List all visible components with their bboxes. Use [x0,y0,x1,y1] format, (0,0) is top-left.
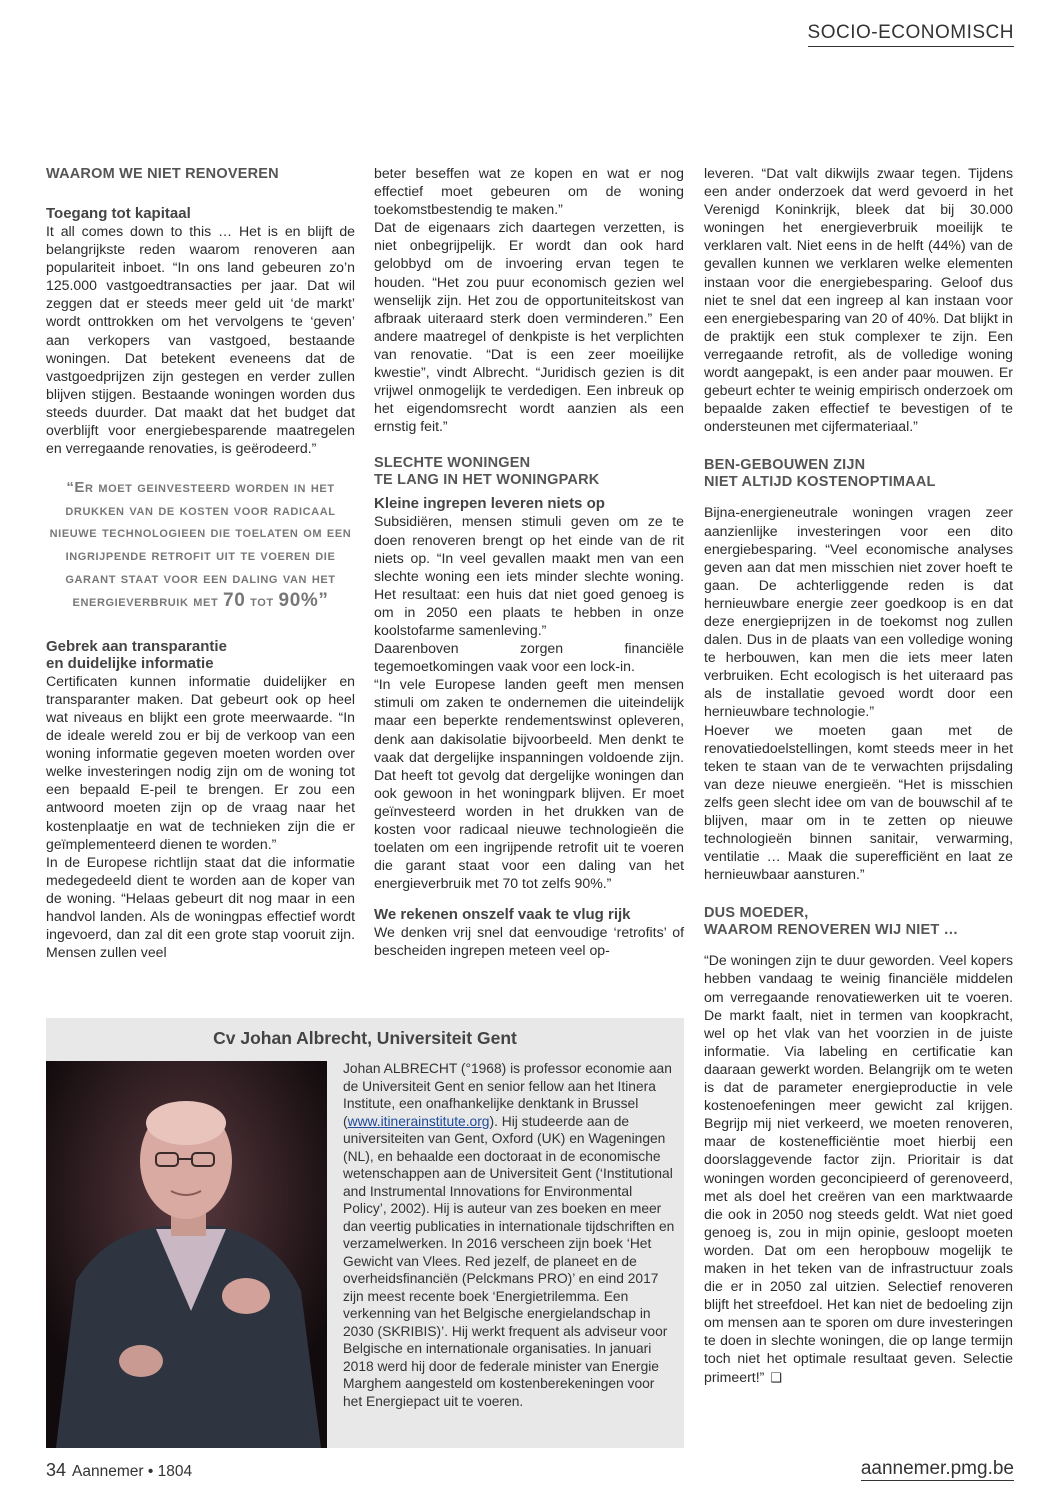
subheading-vlug-rijk: We rekenen onszelf vaak te vlug rijk [374,906,631,924]
paragraph [704,951,1013,1386]
pull-quote-number: 90%” [278,590,329,612]
heading-slechte-woningen: SLECHTE WONINGEN [374,455,531,472]
paragraph: Certificaten kunnen informatie duidelijker en transparanter maken. Dat gebeurt ook op heel wat niveaus en blijkt een grote meerwaarde. “In de ideale wereld zou er bij de verkoop van een woning informatie gegeven moeten worden over welke investeringen nodig zijn om de woning tot een bepaald E-peil te brengen. Er zou een antwoord moeten zijn op de vraag naar het kostenplaatje en wat de technieken zijn die er geïmplementeerd dienen te worden.” [46,672,355,852]
section-label: SOCIO-ECONOMISCH [808,22,1014,47]
paragraph: It all comes down to this … Het is en blijft de belangrijkste reden waarom renoveren aan populariteit inboet. “In ons land gebeuren zo’n 125.000 vastgoedtransacties per jaar. Dat wil zeggen dat er steeds meer geld uit ‘de markt’ wordt onttrokken om het vervolgens te ‘geven’ aan verkopers van vastgoed, bestaande woningen. Dat betekent eveneens dat de vastgoedprijzen zijn gestegen en verder zullen blijven stijgen. Bestaande woningen worden dus steeds duurder. Dat maakt dat het budget dat overblijft voor energiebesparende maatregelen en verregaande renovaties, is geërodeerd.” [46,223,355,457]
paragraph: Subsidiëren, mensen stimuli geven om ze te doen renoveren brengt op het einde van de rit niets op. “In veel gevallen maakt men van een slechte woning een iets minder slechte woning. Het resultaat: een huis dat niet goed genoeg is om in 2050 een plaats te hebben in onze koolstofarme samenleving.” [374,513,684,638]
pull-quote-number: 70 [223,590,246,612]
column-2 [374,164,684,960]
cv-title: Cv Johan Albrecht, Universiteit Gent [213,1028,517,1048]
heading-dus-moeder: WAAROM RENOVEREN WIJ NIET … [704,922,959,939]
subheading-kleine-ingrepen: Kleine ingrepen leveren niets op [374,495,605,513]
portrait-illustration [46,1061,327,1448]
heading-ben-gebouwen: NIET ALTIJD KOSTENOPTIMAAL [704,474,936,491]
heading-ben-gebouwen: BEN-GEBOUWEN ZIJN [704,457,866,474]
subheading-toegang: Toegang tot kapitaal [46,205,191,222]
paragraph: leveren. “Dat valt dikwijls zwaar tegen. Tijdens een ander onderzoek dat werd gevoerd in het Verenigd Koninkrijk, bleek dat bij 30.000 woningen het energieverbruik moeilijk te verklaren valt. Niet eens in de helft (44%) van de gevallen kunnen we verklaren welke elementen instaan voor die energiebesparing. Geloof dus niet te snel dat een ingreep al kan instaan voor een energiebesparing van 20 of 40%. Dat blijkt in de praktijk een stuk complexer te zijn. Een verregaande retrofit, als de volledige woning wordt aangepakt, is een ander paar mouwen. Er gebeurt echter te weinig empirisch onderzoek om bepaalde zaken effectief te bevestigen of te ondersteunen met cijfermateriaal.” [704,165,1013,435]
column-3 [704,164,1013,1387]
footer-website-link[interactable]: aannemer.pmg.be [860,1458,1014,1479]
heading-slechte-woningen: TE LANG IN HET WONINGPARK [374,472,600,489]
paragraph: Hoever we moeten gaan met de renovatiedoelstellingen, komt steeds meer in het teken te staan van de te verwachten prijsdaling van deze nieuwe energieën. “Het is misschien zelfs geen slecht idee om van de bouwschil af te blijven, maar om in te zetten op nieuwe technologieën binnen sanitair, verwarming, ventilatie … Maak die superefficiënt en laat ze hernieuwbaar aansturen.” [704,721,1013,883]
itinera-link[interactable]: www.itinerainstitute.org [347,1113,490,1129]
paragraph-text: “De woningen zijn te duur geworden. Veel kopers hebben vandaag te weinig financiële middelen om verregaande renovatiewerken uit te voeren. De markt faalt, niet in termen van koopkracht, wel op het vlak van het voorzien in de juiste informatie. Via labeling en certificatie kan daaraan gewerkt worden. Belangrijk om te weten is dat de parameter energieproductie in vele kostenoefeningen meer gewicht zal krijgen. Begrijp mij niet verkeerd, we moeten renoveren, maar de kostenefficiëntie moet hierbij een doorslaggevende factor zijn. Prioritair is dat woningen worden geconcipieerd of gerenoveerd, met als doel het creëren van een marktwaarde die ook in 2050 nog steeds geldt. Wat niet goed genoeg is, zou in mijn opinie, gesloopt moeten worden. Dat om een heropbouw mogelijk te maken in het teken van de infrastructuur zoals die er in 2050 zal uitzien. Selectief renoveren blijft het streefdoel. Het kan niet de bedoeling zijn om mensen aan te sporen om dure investeringen te doen in slechte woningen, die op lange termijn toch niet het optimale resultaat geven. Selectie primeert!” [704,952,1013,1385]
pull-quote-text: tot [245,593,279,611]
paragraph: In de Europese richtlijn staat dat die informatie medegedeeld dient te worden aan de koper van de woning. “Helaas gebeurt dit nog maar in een handvol landen. Als de woningpas effectief wordt ingevoerd, dan zal dit een grote stap vooruit zijn. Mensen zullen veel [46,853,355,961]
heading-waarom: WAAROM WE NIET RENOVEREN [46,166,279,182]
paragraph: We denken vrij snel dat eenvoudige ‘retrofits’ of bescheiden ingrepen meteen veel op- [374,924,684,959]
paragraph: beter beseffen wat ze kopen en wat er nog effectief moet gebeuren om de woning toekomstbestendig te maken.” [374,165,684,218]
paragraph: Dat de eigenaars zich daartegen verzetten, is niet onbegrijpelijk. Er wordt dan ook hard gelobbyd om de invoering ervan tegen te houden. “Het zou puur economisch gezien wel wenselijk zijn. Het zou de opportuniteitskost van afbraak uiteraard sterk doen verminderen.” Een andere maatregel of denkpiste is het verplichten van renovatie. “Dat is een zeer moeilijke kwestie”, vindt Albrecht. “Juridisch gezien is dit vrijwel onmogelijk te verdedigen. Een inbreuk op het eigendomsrecht wordt aanzien als een ernstig feit.” [374,219,684,435]
end-of-article-icon: ❑ [770,1369,782,1385]
pull-quote [46,477,355,614]
page-number: 34 [46,1460,67,1480]
subheading-transparantie: en duidelijke informatie [46,654,214,672]
subheading-transparantie: Gebrek aan transparantie [46,637,227,655]
portrait-photo [46,1061,327,1448]
magazine-issue: Aannemer • 1804 [72,1463,193,1480]
cv-text: ). Hij studeerde aan de universiteiten van Gent, Oxford (UK) en Wageningen (NL), en behaalde een doctoraat in de economische wetenschappen aan de Universiteit Gent (‘Institutional and Instrumental Innovations for Environmental Policy’, 2002). Hij is auteur van zes boeken en meer dan veertig publicaties in internationale tijdschriften en verzamelwerken. In 2016 verscheen zijn boek ‘Het Gewicht van Vlees. Red jezelf, de planeet en de overheidsfinanciën (Pelckmans PRO)’ en eind 2017 zijn meest recente boek ‘Energietrilemma. Een verkenning van het Belgische energielandschap in 2030 (SKRIBIS)’. Hij werkt frequent als adviseur voor Belgische en internationale organisaties. In januari 2018 werd hij door de federale minister van Energie Marghem aangesteld om kostenberekeningen voor het Energiepact uit te voeren. [343,1113,675,1409]
footer-page-info [46,1460,192,1481]
paragraph: “In vele Europese landen geeft men mensen stimuli om zaken te ondernemen die uiteindelijk maar een beperkte rendementswinst opleveren, denk aan dakisolatie bijvoorbeeld. Men denkt te vaak dat dergelijke inspanningen voldoende zijn. Dat heeft tot gevolg dat dergelijke woningen dan ook gewoon in het woningpark blijven. Er moet geïnvesteerd worden in het drukken van de kosten voor radicaal nieuwe technologieën die toelaten om een ingrijpende retrofit uit te voeren die garant staat voor een daling van het energieverbruik met 70 tot zelfs 90%.” [374,676,684,892]
paragraph: Daarenboven zorgen financiële tegemoetkomingen vaak voor een lock-in. [374,640,684,675]
heading-dus-moeder: DUS MOEDER, [704,905,809,922]
cv-biography [343,1060,675,1410]
column-1 [46,166,355,961]
cv-box [46,1018,684,1448]
paragraph: Bijna-energieneutrale woningen vragen zeer aanzienlijke investeringen voor een dito energiebesparing. “Veel economische analyses geven aan dat men misschien niet zover hoeft te gaan. De achterliggende reden is dat hernieuwbare energie zeer goedkoop is en dat deze energieprijzen in de toekomst nog zullen dalen. Dus in de plaats van een volledige woning te herbouwen, kan men die iets meer laten verbruiken. Echt ecologisch is het uiteraard pas als de installatie gevoed wordt door een hernieuwbare technologie.” [704,504,1013,720]
cv-text: Johan ALBRECHT (°1968) is professor economie aan de Universiteit Gent en senior fellow aan het Itinera Institute, een onafhankelijke denktank in Brussel ( [343,1061,672,1129]
pull-quote-text: “Er moet geinvesteerd worden in het drukken van de kosten voor radicaal nieuwe technologieen die toelaten om een ingrijpende retrofit uit te voeren die garant staat voor een daling van het energieverbruik met [49,479,352,611]
